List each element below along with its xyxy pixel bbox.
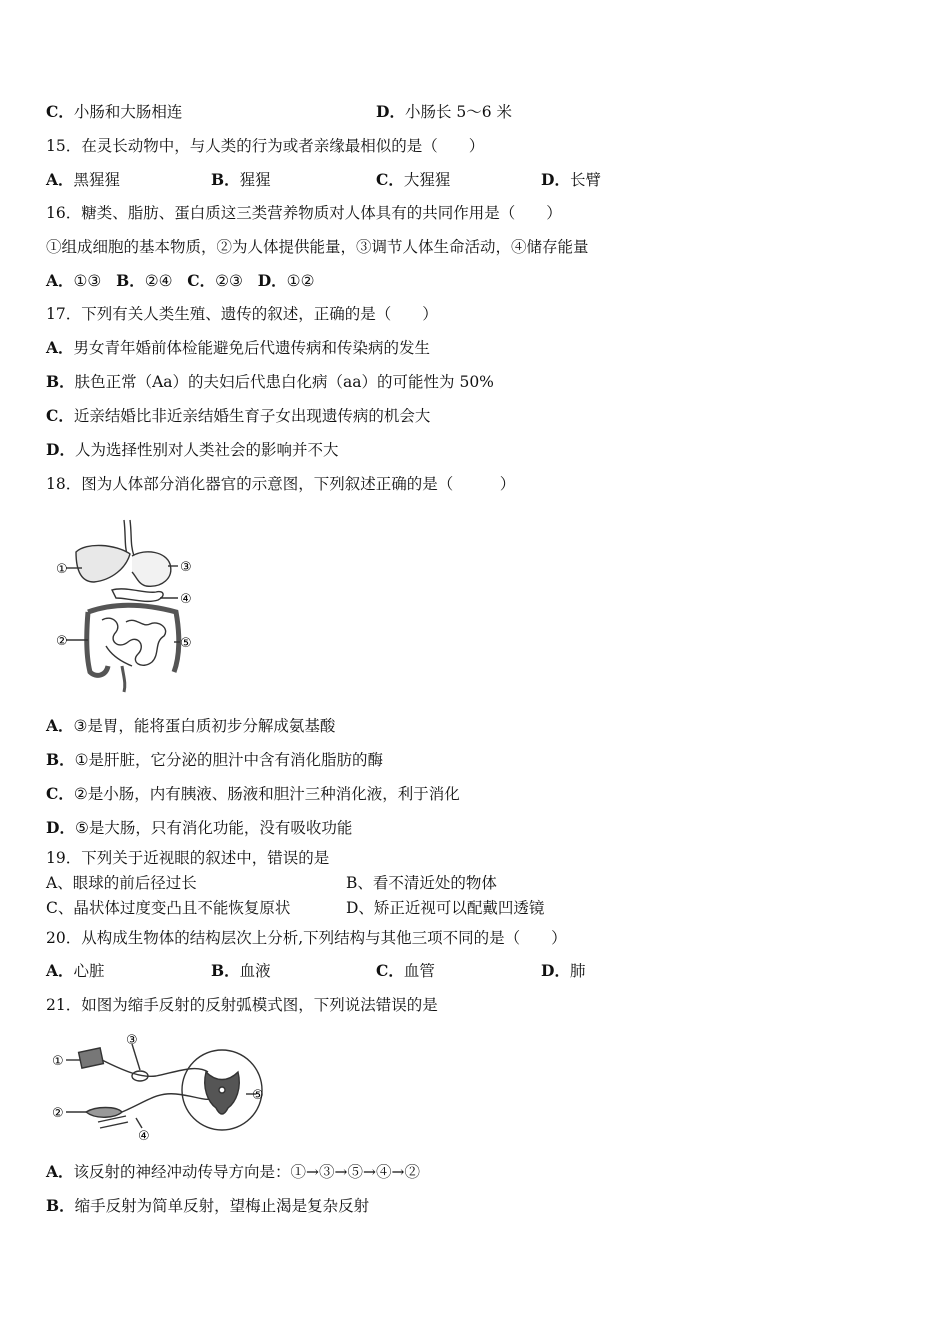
q17-option-a: A．男女青年婚前体检能避免后代遗传病和传染病的发生 (46, 338, 431, 357)
q14-options (46, 102, 182, 122)
q16-info: ①组成细胞的基本物质，②为人体提供能量，③调节人体生命活动，④储存能量 (46, 238, 589, 256)
q18-stem: 18．图为人体部分消化器官的示意图，下列叙述正确的是（ ） (46, 475, 516, 493)
q21-option-b: B．缩手反射为简单反射，望梅止渴是复杂反射 (46, 1196, 370, 1215)
label-3: ③ (180, 560, 192, 575)
q17-stem: 17．下列有关人类生殖、遗传的叙述，正确的是（ ） (46, 305, 438, 323)
q17-option-c: C．近亲结婚比非近亲结婚生育子女出现遗传病的机会大 (46, 406, 431, 425)
label-1: ① (52, 1054, 64, 1069)
q21-option-a: A．该反射的神经冲动传导方向是：①→③→⑤→④→② (46, 1162, 420, 1181)
label-5: ⑤ (180, 636, 192, 651)
q20-option-d: D．肺 (541, 961, 586, 980)
q15-option-d: D．长臂 (541, 170, 601, 189)
reflex-arc-figure (46, 1032, 270, 1144)
label-1: ① (56, 562, 68, 577)
q17-option-d: D．人为选择性别对人类社会的影响并不大 (46, 440, 339, 459)
q18-option-c: C．②是小肠，内有胰液、肠液和胆汁三种消化液，利于消化 (46, 784, 460, 803)
option-key: C． (46, 102, 74, 121)
label-4: ④ (180, 592, 192, 607)
q19-option-b: B、看不清近处的物体 (346, 874, 497, 892)
q16-stem: 16．糖类、脂肪、蛋白质这三类营养物质对人体具有的共同作用是（ ） (46, 204, 562, 222)
q15-option-c: C．大猩猩 (376, 170, 451, 189)
q19-stem: 19．下列关于近视眼的叙述中，错误的是 (46, 849, 330, 867)
q19-option-c: C、晶状体过度变凸且不能恢复原状 (46, 899, 291, 917)
q19-option-d: D、矫正近视可以配戴凹透镜 (346, 899, 545, 917)
q18-option-a: A．③是胃，能将蛋白质初步分解成氨基酸 (46, 716, 336, 735)
q19-option-a: A、眼球的前后径过长 (46, 874, 197, 892)
q15-stem: 15．在灵长动物中，与人类的行为或者亲缘最相似的是（ ） (46, 137, 485, 155)
q14-option-d-line (376, 102, 512, 122)
q18-option-b: B．①是肝脏，它分泌的胆汁中含有消化脂肪的酶 (46, 750, 384, 769)
label-2: ② (52, 1106, 64, 1121)
q20-option-b: B．血液 (211, 961, 271, 980)
label-3: ③ (126, 1033, 138, 1048)
label-4: ④ (138, 1129, 150, 1144)
q18-option-d: D．⑤是大肠，只有消化功能，没有吸收功能 (46, 818, 353, 837)
label-5: ⑤ (252, 1088, 264, 1103)
digestive-system-figure (46, 516, 206, 696)
q16-options: A．①③ B．②④ C．②③ D．①② (46, 271, 315, 290)
label-2: ② (56, 634, 68, 649)
option-key: D． (376, 102, 405, 121)
q17-option-b: B．肤色正常（Aa）的夫妇后代患白化病（aa）的可能性为 50% (46, 372, 494, 391)
q14-option-c: 小肠和大肠相连 (73, 103, 183, 121)
q20-stem: 20．从构成生物体的结构层次上分析,下列结构与其他三项不同的是（ ） (46, 929, 567, 947)
q20-option-a: A．心脏 (46, 961, 105, 980)
q14-option-d: 小肠长 5～6 米 (404, 103, 513, 121)
q15-option-a: A．黑猩猩 (46, 170, 121, 189)
q15-option-b: B．猩猩 (211, 170, 271, 189)
q21-stem: 21．如图为缩手反射的反射弧模式图，下列说法错误的是 (46, 996, 438, 1014)
q20-option-c: C．血管 (376, 961, 435, 980)
